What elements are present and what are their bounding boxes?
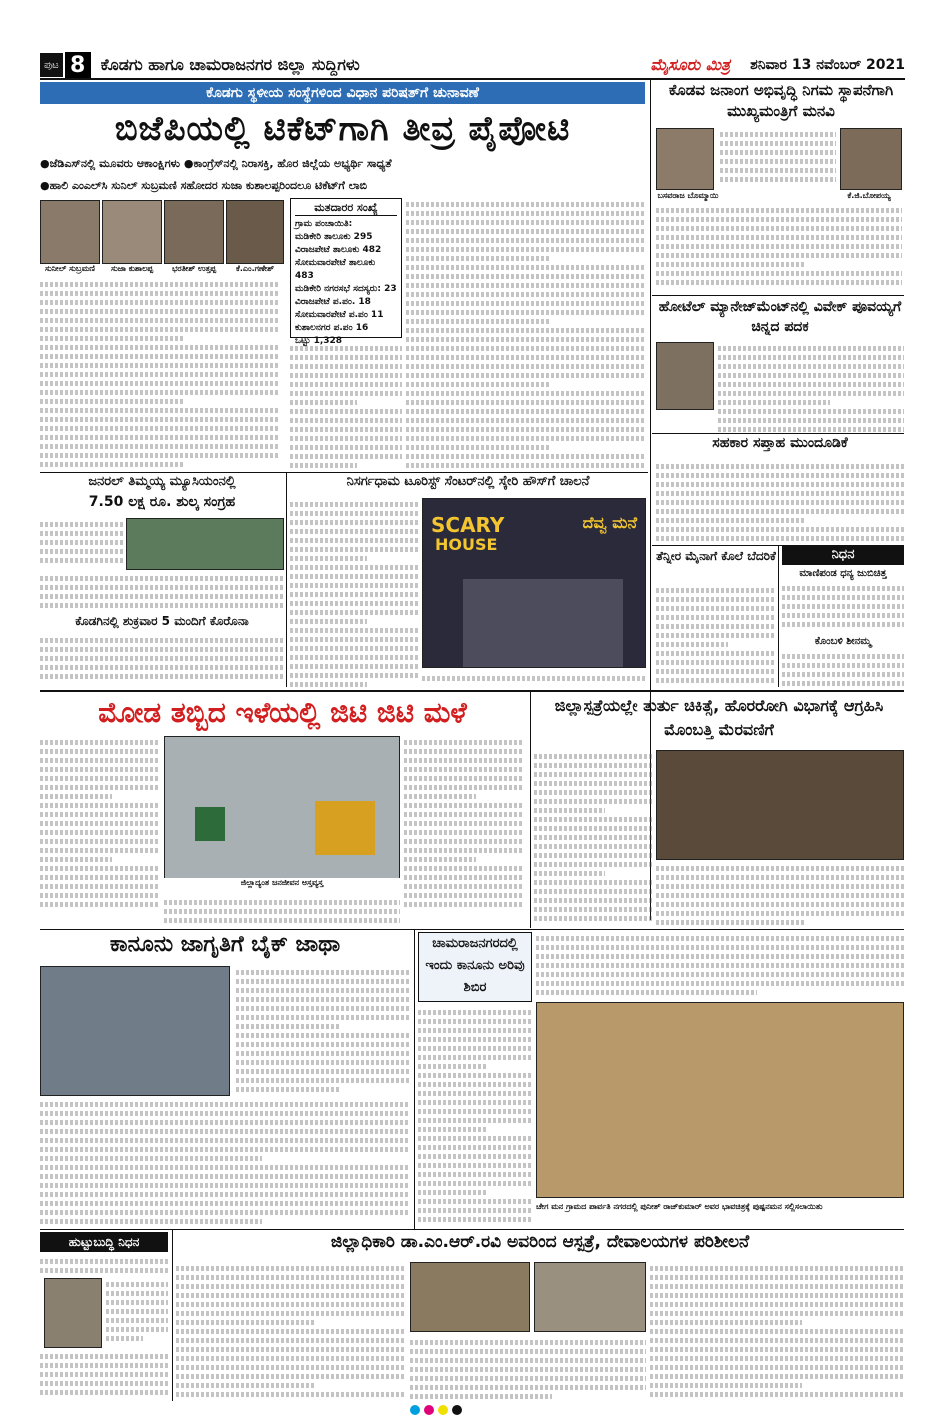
collector-body (650, 1262, 904, 1400)
bike-body (236, 966, 410, 1096)
page-label: ಪುಟ (40, 53, 63, 77)
nidhana-body (782, 650, 904, 688)
portrait-caption: ಕೆ.ಎಂ.ಗಣೇಶ್ (226, 264, 284, 274)
top-story-body (290, 342, 402, 470)
hospital-headline: ಜಿಲ್ಲಾಸ್ಪತ್ರೆಯಲ್ಲೇ ತುರ್ತು ಚಿಕಿತ್ಸೆ, ಹೊರರೋಗಿ ವಿಭಾಗಕ್ಕೆ ಆಗ್ರಹಿಸಿ ಮೊಂಬತ್ತಿ ಮೆರವಣಿಗೆ (554, 696, 884, 739)
scary-photo-text: ದೆವ್ವ ಮನೆ (582, 513, 637, 532)
huttu-body (106, 1278, 168, 1348)
scary-photo-text: SCARY (431, 513, 505, 537)
portrait-photo (164, 200, 224, 264)
collector-photo (534, 1262, 646, 1332)
bommai-photo (656, 128, 714, 190)
moda-headline: ಮೋಡ ತಬ್ಬಿದ ಇಳೆಯಲ್ಲಿ ಜಿಟಿ ಜಿಟಿ ಮಳೆ (98, 696, 467, 729)
voters-row: ಕುಶಾಲನಗರ ಪ.ಪಂ 16 (295, 323, 369, 333)
section-title: ಕೊಡಗು ಹಾಗೂ ಚಾಮರಾಜನಗರ ಜಿಲ್ಲಾ ಸುದ್ದಿಗಳು (100, 55, 360, 74)
bike-headline: ಕಾನೂನು ಜಾಗೃತಿಗೆ ಬೈಕ್ ಜಾಥಾ (109, 932, 341, 957)
registration-marks (410, 1405, 462, 1415)
top-story-sub1: ●ಜೆಡಿಎಸ್‌ನಲ್ಲಿ ಮೂವರು ಆಕಾಂಕ್ಷಿಗಳು ●ಕಾಂಗ್ರೆಸ್‌ನಲ್ಲಿ ನಿರಾಸಕ್ತಿ, ಹೊರ ಜಿಲ್ಲೆಯ ಅಭ್ಯರ್ಥಿ ಸಾಧ್ಯತೆ (40, 157, 392, 170)
janaral-headline-2: 7.50 ಲಕ್ಷ ರೂ. ಶುಲ್ಕ ಸಂಗ್ರಹ (88, 494, 236, 510)
scary-headline: ನಿಸರ್ಗಧಾಮ ಟೂರಿಸ್ಟ್ ಸೆಂಟರ್‌ನಲ್ಲಿ ಸ್ಕೇರಿ ಹೌಸ್‌ಗೆ ಚಾಲನೆ (346, 474, 590, 489)
corona-body (40, 634, 284, 684)
janaral-headline-1: ಜನರಲ್ ತಿಮ್ಮಯ್ಯ ಮ್ಯೂಸಿಯಂನಲ್ಲಿ (88, 474, 236, 489)
top-story-body (40, 278, 280, 470)
huttu-body (40, 1350, 168, 1400)
scary-body (290, 498, 418, 688)
voters-box (290, 198, 402, 346)
bopaiah-photo (840, 128, 902, 190)
protest-photo (656, 750, 904, 860)
bopaiah-caption: ಕೆ.ಜಿ.ಬೋಪಯ್ಯ (836, 191, 902, 201)
voters-row: ಸೋಮವಾರಪೇಟೆ ತಾಲೂಕು 483 (295, 258, 376, 281)
bike-body (40, 1098, 410, 1226)
museum-photo (126, 518, 284, 570)
tribute-photo (536, 1002, 904, 1198)
right-top-headline: ಕೊಡವ ಜನಾಂಗ ಅಭಿವೃದ್ಧಿ ನಿಗಮ ಸ್ಥಾಪನೆಗಾಗಿ ಮುಖ್ಯಮಂತ್ರಿಗೆ ಮನವಿ (668, 81, 894, 120)
tribute-caption: ಚೇಗ ಮನ ಗ್ರಾಮದ ಪಾರ್ವತಿ ನಗರದಲ್ಲಿ ಪುನೀತ್ ರಾಜ್‌ಕುಮಾರ್ ಅವರ ಭಾವಚಿತ್ರಕ್ಕೆ ಪುಷ್ಪನಮನ ಸಲ್ಲಿಸಲಾಯಿತು (536, 1202, 823, 1211)
hospital-body (656, 862, 904, 926)
rain-photo (164, 736, 400, 892)
tennira-headline: ತೆನ್ನೀರ ಮೈನಾಗೆ ಕೊಲೆ ಬೆದರಿಕೆ (656, 549, 776, 563)
nidhana-item: ಮಾಣಿಪಂಡ ಧನ್ಯ ಜುಬಿಚಿತ್ತ (799, 568, 887, 579)
huttu-photo (44, 1278, 102, 1348)
voters-row: ಗ್ರಾಮ ಪಂಚಾಯಿತಿ: (295, 219, 353, 229)
portrait-photo (226, 200, 284, 264)
voters-box-title: ಮತದಾರರ ಸಂಖ್ಯೆ (295, 201, 397, 216)
scary-body (422, 672, 646, 688)
sahakara-headline: ಸಹಕಾರ ಸಪ್ತಾಹ ಮುಂದೂಡಿಕೆ (712, 435, 848, 451)
chamaraj-body (418, 1006, 532, 1226)
hotel-headline: ಹೋಟೆಲ್ ಮ್ಯಾನೇಜ್‌ಮೆಂಟ್‌ನಲ್ಲಿ ವಿವೇಕ್ ಪೂವಯ್ಯಗೆ ಚಿನ್ನದ ಪದಕ (658, 299, 902, 335)
voters-rows (295, 218, 397, 348)
right-top-body (720, 128, 836, 188)
nidhana-title: ನಿಧನ (782, 545, 904, 565)
scary-photo-text: HOUSE (435, 535, 498, 554)
voters-row: ಒಟ್ಟು 1,328 (295, 336, 343, 346)
bike-rally-photo (40, 966, 230, 1096)
tennira-body (656, 584, 776, 688)
sahakara-body (656, 460, 904, 542)
top-story-kicker: ಕೊಡಗು ಸ್ಥಳೀಯ ಸಂಸ್ಥೆಗಳಿಂದ ವಿಧಾನ ಪರಿಷತ್‌ಗೆ ಚುನಾವಣೆ (40, 82, 645, 104)
voters-row: ಸೋಮವಾರಪೇಟೆ ಪ.ಪಂ 11 (295, 310, 384, 320)
collector-headline: ಜಿಲ್ಲಾಧಿಕಾರಿ ಡಾ.ಎಂ.ಆರ್.ರವಿ ಅವರಿಂದ ಆಸ್ಪತ್ರೆ, ದೇವಾಲಯಗಳ ಪರಿಶೀಲನೆ (330, 1232, 750, 1252)
hotel-body (718, 342, 904, 432)
collector-photo (410, 1262, 530, 1332)
janaral-body (40, 518, 124, 566)
nidhana-body (782, 582, 904, 634)
portrait-caption: ಸುನೀಲ್ ಸುಬ್ರಮಣಿ (40, 264, 100, 274)
paper-name: ಮೈಸೂರು ಮಿತ್ರ (650, 55, 731, 74)
voters-row: ವಿರಾಜಪೇಟೆ ಪ.ಪಂ. 18 (295, 297, 371, 307)
masthead (40, 52, 905, 80)
hospital-body (534, 750, 652, 926)
page-number: 8 (65, 52, 91, 78)
voters-row: ವಿರಾಜಪೇಟೆ ತಾಲೂಕು 482 (295, 245, 382, 255)
vivek-photo (656, 342, 714, 410)
portrait-photo (40, 200, 100, 264)
issue-date: ಶನಿವಾರ 13 ನವೆಂಬರ್ 2021 (750, 57, 905, 73)
huttu-body (40, 1255, 168, 1275)
nidhana-item: ಕೊಂಬಳಿ ಶೀನಮ್ಮ (814, 636, 872, 647)
voters-row: ಮಡಿಕೇರಿ ನಗರಸಭೆ ಸದಸ್ಯರು: 23 (295, 284, 397, 294)
rain-caption: ಜಿಲ್ಲಾದ್ಯಂತ ಜನಜೀವನ ಅಸ್ತವ್ಯಸ್ತ (164, 878, 400, 892)
voters-row: ಮಡಿಕೇರಿ ತಾಲೂಕು 295 (295, 232, 373, 242)
chamaraj-headline: ಚಾಮರಾಜನಗರದಲ್ಲಿ ಇಂದು ಕಾನೂನು ಅರಿವು ಶಿಬಿರ (418, 932, 532, 1002)
collector-body (176, 1262, 406, 1400)
portrait-photo (102, 200, 162, 264)
top-story-sub2: ●ಹಾಲಿ ಎಂಎಲ್‌ಸಿ ಸುನಿಲ್ ಸುಬ್ರಮಣಿ ಸಹೋದರ ಸುಜಾ ಕುಶಾಲಪ್ಪರಿಂದಲೂ ಟಿಕೆಟ್‌ಗೆ ಲಾಬಿ (40, 179, 368, 192)
scary-house-photo (422, 498, 646, 668)
moda-body (40, 736, 160, 910)
right-top-body (656, 204, 902, 292)
collector-body (410, 1336, 646, 1400)
portrait-caption: ಭರತೀಶ್ ಉತ್ತಪ್ಪ (164, 264, 224, 274)
huttu-title: ಹುಟ್ಟುಬುದ್ಧಿ ನಿಧನ (40, 1232, 168, 1252)
janaral-body (40, 572, 284, 612)
moda-body (404, 736, 524, 910)
bommai-caption: ಬಸವರಾಜ ಬೊಮ್ಮಾಯಿ (657, 191, 719, 200)
top-story-body (406, 198, 646, 470)
top-story-headline: ಬಿಜೆಪಿಯಲ್ಲಿ ಟಿಕೆಟ್‌ಗಾಗಿ ತೀವ್ರ ಪೈಪೋಟಿ (114, 109, 571, 149)
corona-headline: ಕೊಡಗಿನಲ್ಲಿ ಶುಕ್ರವಾರ 5 ಮಂದಿಗೆ ಕೊರೊನಾ (75, 614, 249, 628)
moda-body (164, 896, 400, 926)
portrait-caption: ಸುಜಾ ಕುಶಾಲಪ್ಪ (102, 264, 162, 274)
chamaraj-body (536, 932, 904, 998)
